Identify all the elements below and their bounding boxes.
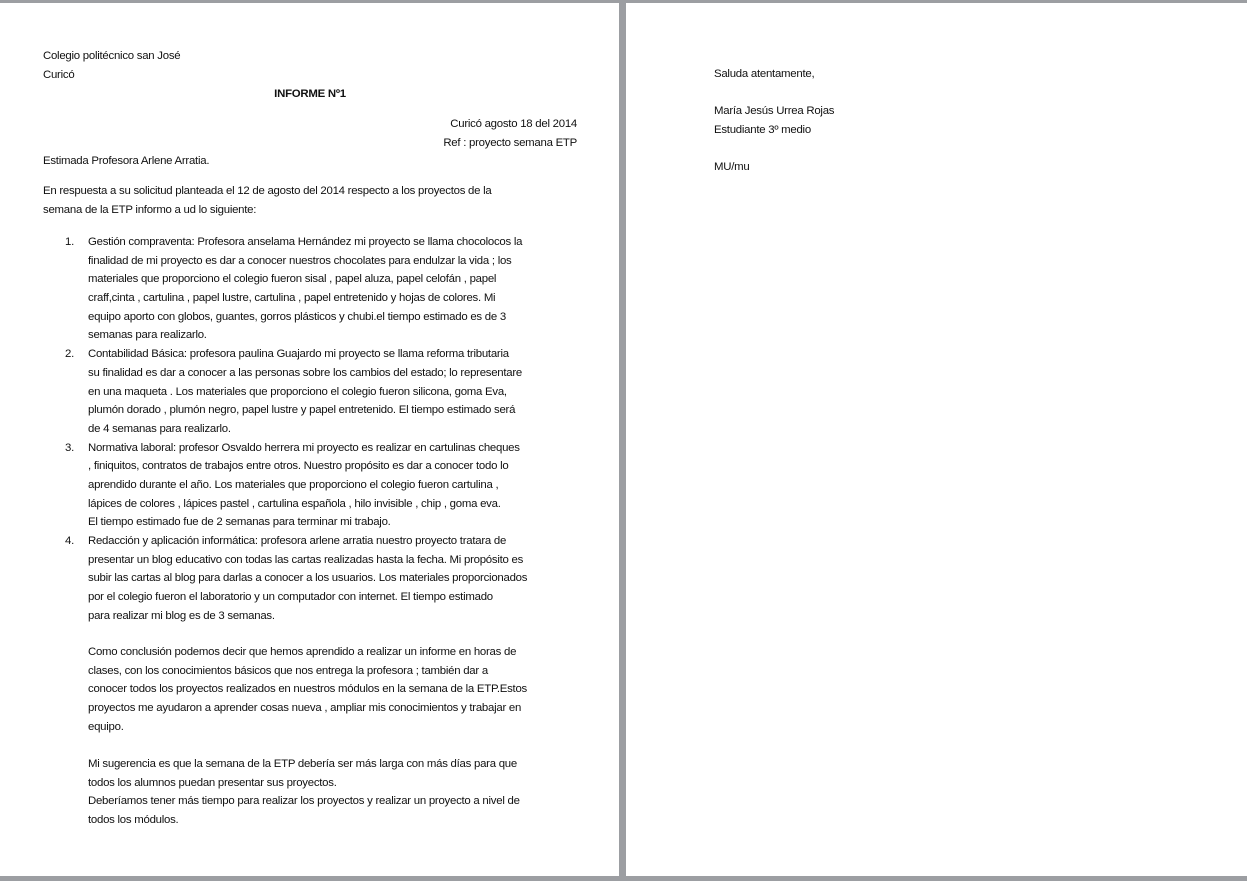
- list-item: [43, 345, 527, 438]
- text-line: Normativa laboral: profesor Osvaldo herrera mi proyecto es realizar en cartulinas cheques: [88, 441, 520, 454]
- intro-paragraph: [43, 182, 492, 219]
- list-number: 1.: [65, 236, 74, 248]
- farewell: Saluda atentamente,: [714, 68, 815, 80]
- text-line: En respuesta a su solicitud planteada el 12 de agosto del 2014 respecto a los proyectos de la: [43, 185, 492, 197]
- conclusion-paragraph: [88, 643, 527, 736]
- list-number: 3.: [65, 441, 74, 454]
- document-title: INFORME Nº1: [274, 88, 346, 100]
- text-line: Mi sugerencia es que la semana de la ETP debería ser más larga con más días para que: [88, 758, 517, 770]
- text-line: clases, con los conocimientos básicos que nos entrega la profesora ; también dar a: [88, 664, 488, 677]
- text-line: Deberíamos tener más tiempo para realizar los proyectos y realizar un proyecto a nivel de: [88, 795, 520, 808]
- text-line: , finiquitos, contratos de trabajos entre otros. Nuestro propósito es dar a conocer todo lo: [88, 460, 509, 473]
- text-line: para realizar mi blog es de 3 semanas.: [88, 609, 275, 622]
- text-line: craff,cinta , cartulina , papel lustre, cartulina , papel entretenido y hojas de colores. Mi: [88, 292, 496, 305]
- text-line: Gestión compraventa: Profesora anselama Hernández mi proyecto se llama chocolocos la: [88, 236, 523, 248]
- text-line: su finalidad es dar a conocer a las personas sobre los cambios del estado; lo representare: [88, 366, 523, 379]
- text-line: equipo aporto con globos, guantes, gorros plásticos y chubi.el tiempo estimado es de 3: [88, 310, 506, 323]
- list-number: 4.: [65, 535, 74, 547]
- text-line: El tiempo estimado fue de 2 semanas para terminar mi trabajo.: [88, 516, 391, 529]
- text-line: lápices de colores , lápices pastel , cartulina española , hilo invisible , chip , goma eva.: [88, 497, 501, 510]
- date-ref-block: [300, 115, 577, 152]
- text-line: Contabilidad Básica: profesora paulina Guajardo mi proyecto se llama reforma tributaria: [88, 348, 509, 361]
- text-line: materiales que proporciono el colegio fueron sisal , papel aluza, papel celofán , papel: [88, 273, 497, 286]
- initials: MU/mu: [714, 161, 750, 174]
- text-line: plumón dorado , plumón negro, papel lustre y papel entretenido. El tiempo estimado será: [88, 404, 516, 417]
- signer-role: Estudiante 3º medio: [714, 124, 811, 137]
- text-line: de 4 semanas para realizarlo.: [88, 422, 231, 435]
- text-line: finalidad de mi proyecto es dar a conocer nuestros chocolates para endulzar la vida ; los: [88, 254, 512, 267]
- text-line: proyectos me ayudaron a aprender cosas nueva , ampliar mis conocimientos y trabajar en: [88, 702, 522, 715]
- text-line: todos los alumnos puedan presentar sus proyectos.: [88, 776, 337, 789]
- text-line: subir las cartas al blog para darlas a conocer a los usuarios. Los materiales proporcionados: [88, 572, 528, 585]
- city: Curicó: [43, 68, 75, 81]
- text-line: Redacción y aplicación informática: profesora arlene arratia nuestro proyecto tratara de: [88, 535, 507, 547]
- list-item: [43, 439, 527, 532]
- school-name: Colegio politécnico san José: [43, 50, 181, 62]
- text-line: conocer todos los proyectos realizados en nuestros módulos en la semana de la ETP.Estos: [88, 683, 527, 696]
- salutation: Estimada Profesora Arlene Arratia.: [43, 155, 210, 167]
- date: Curicó agosto 18 del 2014: [450, 118, 577, 130]
- list-item: [43, 233, 527, 345]
- signer-name: María Jesús Urrea Rojas: [714, 105, 835, 118]
- text-line: equipo.: [88, 720, 124, 733]
- suggestion-paragraph: [88, 755, 520, 830]
- text-line: por el colegio fueron el laboratorio y un computador con internet. El tiempo estimado: [88, 591, 493, 604]
- text-line: presentar un blog educativo con todas las cartas realizadas hasta la fecha. Mi propósito es: [88, 553, 524, 566]
- closing-block: [714, 65, 834, 177]
- document-page-1: [0, 3, 619, 876]
- list-item: [43, 532, 527, 625]
- list-number: 2.: [65, 348, 74, 361]
- text-line: Como conclusión podemos decir que hemos aprendido a realizar un informe en horas de: [88, 646, 517, 658]
- reference: Ref : proyecto semana ETP: [443, 136, 577, 149]
- numbered-list: [43, 233, 527, 625]
- text-line: semana de la ETP informo a ud lo siguiente:: [43, 203, 257, 216]
- text-line: aprendido durante el año. Los materiales que proporciono el colegio fueron cartulina ,: [88, 478, 499, 491]
- text-line: en una maqueta . Los materiales que proporciono el colegio fueron silicona, goma Eva,: [88, 385, 507, 398]
- letterhead: [43, 47, 180, 84]
- document-page-2: [626, 3, 1247, 876]
- text-line: todos los módulos.: [88, 814, 179, 827]
- text-line: semanas para realizarlo.: [88, 329, 207, 342]
